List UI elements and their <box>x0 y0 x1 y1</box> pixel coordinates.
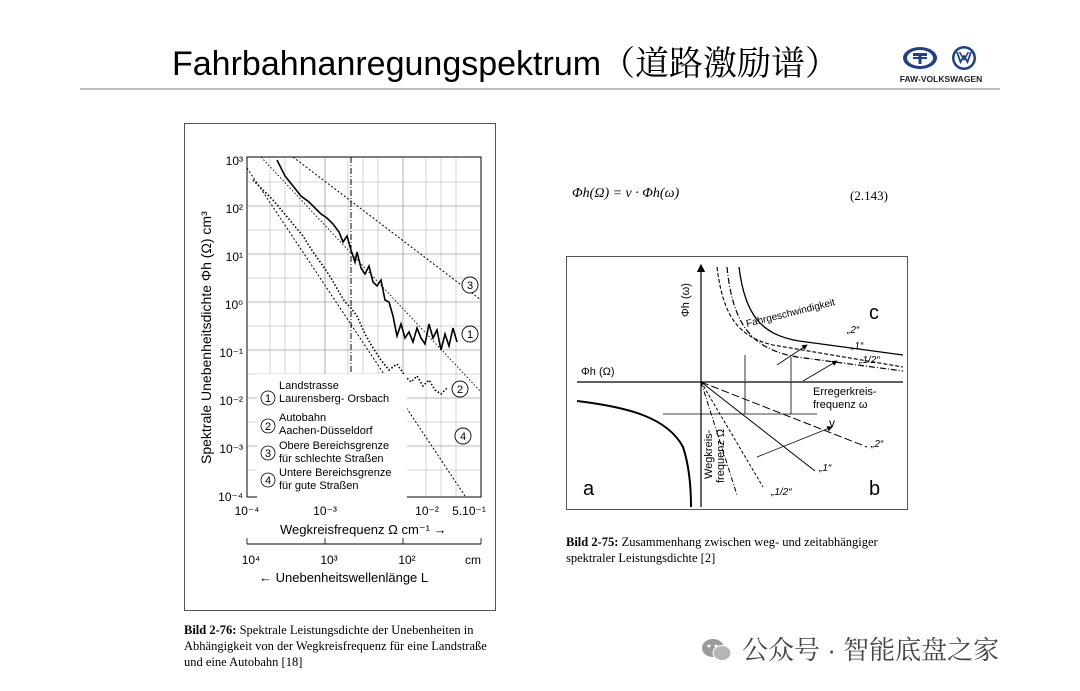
faw-logo-icon <box>903 47 937 69</box>
legend-1-line1: Landstrasse <box>279 380 339 392</box>
x2-tick-labels <box>242 553 481 567</box>
right-figure-caption: Bild 2-75: Zusammenhang zwischen weg- und zeitabhängiger spektraler Leistungsdichte [2] <box>566 535 878 565</box>
psd-chart <box>185 124 497 612</box>
label-wegkreis-1: Wegkreis- <box>703 429 715 479</box>
label-c-1: „1“ <box>851 341 864 352</box>
legend-4-line1: Untere Bereichsgrenze <box>279 467 392 479</box>
svg-text:10⁻³: 10⁻³ <box>219 442 243 456</box>
svg-text:10²: 10² <box>398 553 416 567</box>
svg-text:10²: 10² <box>225 202 243 216</box>
label-phi-omega: Φh (ω) <box>680 283 692 317</box>
svg-text:1: 1 <box>466 329 474 341</box>
label-b-2: „2“ <box>871 439 884 450</box>
label-c: c <box>869 302 879 324</box>
legend-2-line1: Autobahn <box>279 412 327 424</box>
svg-text:2: 2 <box>264 421 272 433</box>
label-v: v <box>829 416 835 430</box>
x-axis-label: Wegkreisfrequenz Ω cm⁻¹ → <box>280 522 447 537</box>
label-b-1: „1“ <box>819 463 832 474</box>
brand-logos <box>896 44 986 74</box>
svg-text:5.10⁻¹: 5.10⁻¹ <box>452 504 486 518</box>
left-figure-caption: Bild 2-76: Spektrale Leistungsdichte der Unebenheiten in Abhängigkeit von der Wegkreisfrequenz für eine Landstraße und eine Autobahn [18] <box>184 623 487 669</box>
label-b: b <box>869 478 881 500</box>
svg-text:10⁻²: 10⁻² <box>219 394 243 408</box>
label-erreger-1: Erregerkreis- <box>813 386 877 398</box>
legend <box>257 374 407 502</box>
watermark-text: 公众号 · 智能底盘之家 <box>742 635 1000 665</box>
curve-1-landstrasse <box>277 160 457 350</box>
label-fahrgeschwindigkeit: Fahrgeschwindigkeit <box>745 297 837 330</box>
label-c-half: „1/2“ <box>859 355 880 366</box>
y-tick-labels <box>218 154 243 504</box>
svg-text:10³: 10³ <box>320 553 338 567</box>
y-axis-label: Spektrale Unebenheitsdichte Φh (Ω) cm³ <box>198 211 214 464</box>
svg-text:10⁻⁴: 10⁻⁴ <box>218 490 243 504</box>
relationship-diagram <box>567 257 909 511</box>
legend-3-line1: Obere Bereichsgrenze <box>279 440 390 452</box>
equation-number: (2.143) <box>850 188 888 203</box>
curve-3-upper-limit <box>293 157 481 300</box>
label-a: a <box>583 478 595 500</box>
label-erreger-2: frequenz ω <box>813 399 868 411</box>
svg-text:2: 2 <box>456 384 464 396</box>
equation-2-143: Φh(Ω) = v · Φh(ω) <box>572 186 680 201</box>
right-figure-frame <box>566 256 908 510</box>
svg-text:cm: cm <box>465 553 481 567</box>
svg-text:10⁰: 10⁰ <box>224 298 243 312</box>
svg-text:4: 4 <box>264 475 272 487</box>
wechat-icon <box>700 636 734 664</box>
title-divider <box>80 88 1000 90</box>
label-b-half: „1/2“ <box>771 487 792 498</box>
left-figure-frame <box>184 123 496 611</box>
legend-2-line2: Aachen-Düsseldorf <box>279 425 373 437</box>
logo-group <box>896 44 986 88</box>
legend-1-line2: Laurensberg- Orsbach <box>279 393 390 405</box>
svg-text:10⁻²: 10⁻² <box>415 504 439 518</box>
vw-logo-icon <box>952 46 976 70</box>
x-tick-labels <box>235 504 486 518</box>
legend-3-line2: für schlechte Straßen <box>279 453 384 465</box>
curve-2-autobahn <box>253 180 447 394</box>
logo-text: FAW-VOLKSWAGEN <box>899 74 983 84</box>
legend-4-line2: für gute Straßen <box>279 480 359 492</box>
label-c-2: „2“ <box>847 325 860 336</box>
svg-text:3: 3 <box>264 448 272 460</box>
svg-text:10⁻⁴: 10⁻⁴ <box>234 504 260 518</box>
svg-text:10³: 10³ <box>225 154 243 168</box>
label-wegkreis-2: frequenz Ω <box>715 428 727 483</box>
x2-axis-label: ← Unebenheitswellenlänge L <box>259 570 429 585</box>
x2-ticks <box>247 538 481 544</box>
svg-text:10¹: 10¹ <box>225 250 243 264</box>
svg-text:4: 4 <box>459 431 467 443</box>
svg-text:10⁴: 10⁴ <box>241 553 261 567</box>
svg-text:1: 1 <box>264 393 272 405</box>
svg-text:10⁻¹: 10⁻¹ <box>219 346 243 360</box>
label-phi-Omega: Φh (Ω) <box>581 366 615 378</box>
slide-title: Fahrbahnanregungspektrum（道路激励谱） <box>172 45 840 83</box>
svg-text:10⁻³: 10⁻³ <box>313 504 337 518</box>
svg-text:3: 3 <box>466 280 474 292</box>
